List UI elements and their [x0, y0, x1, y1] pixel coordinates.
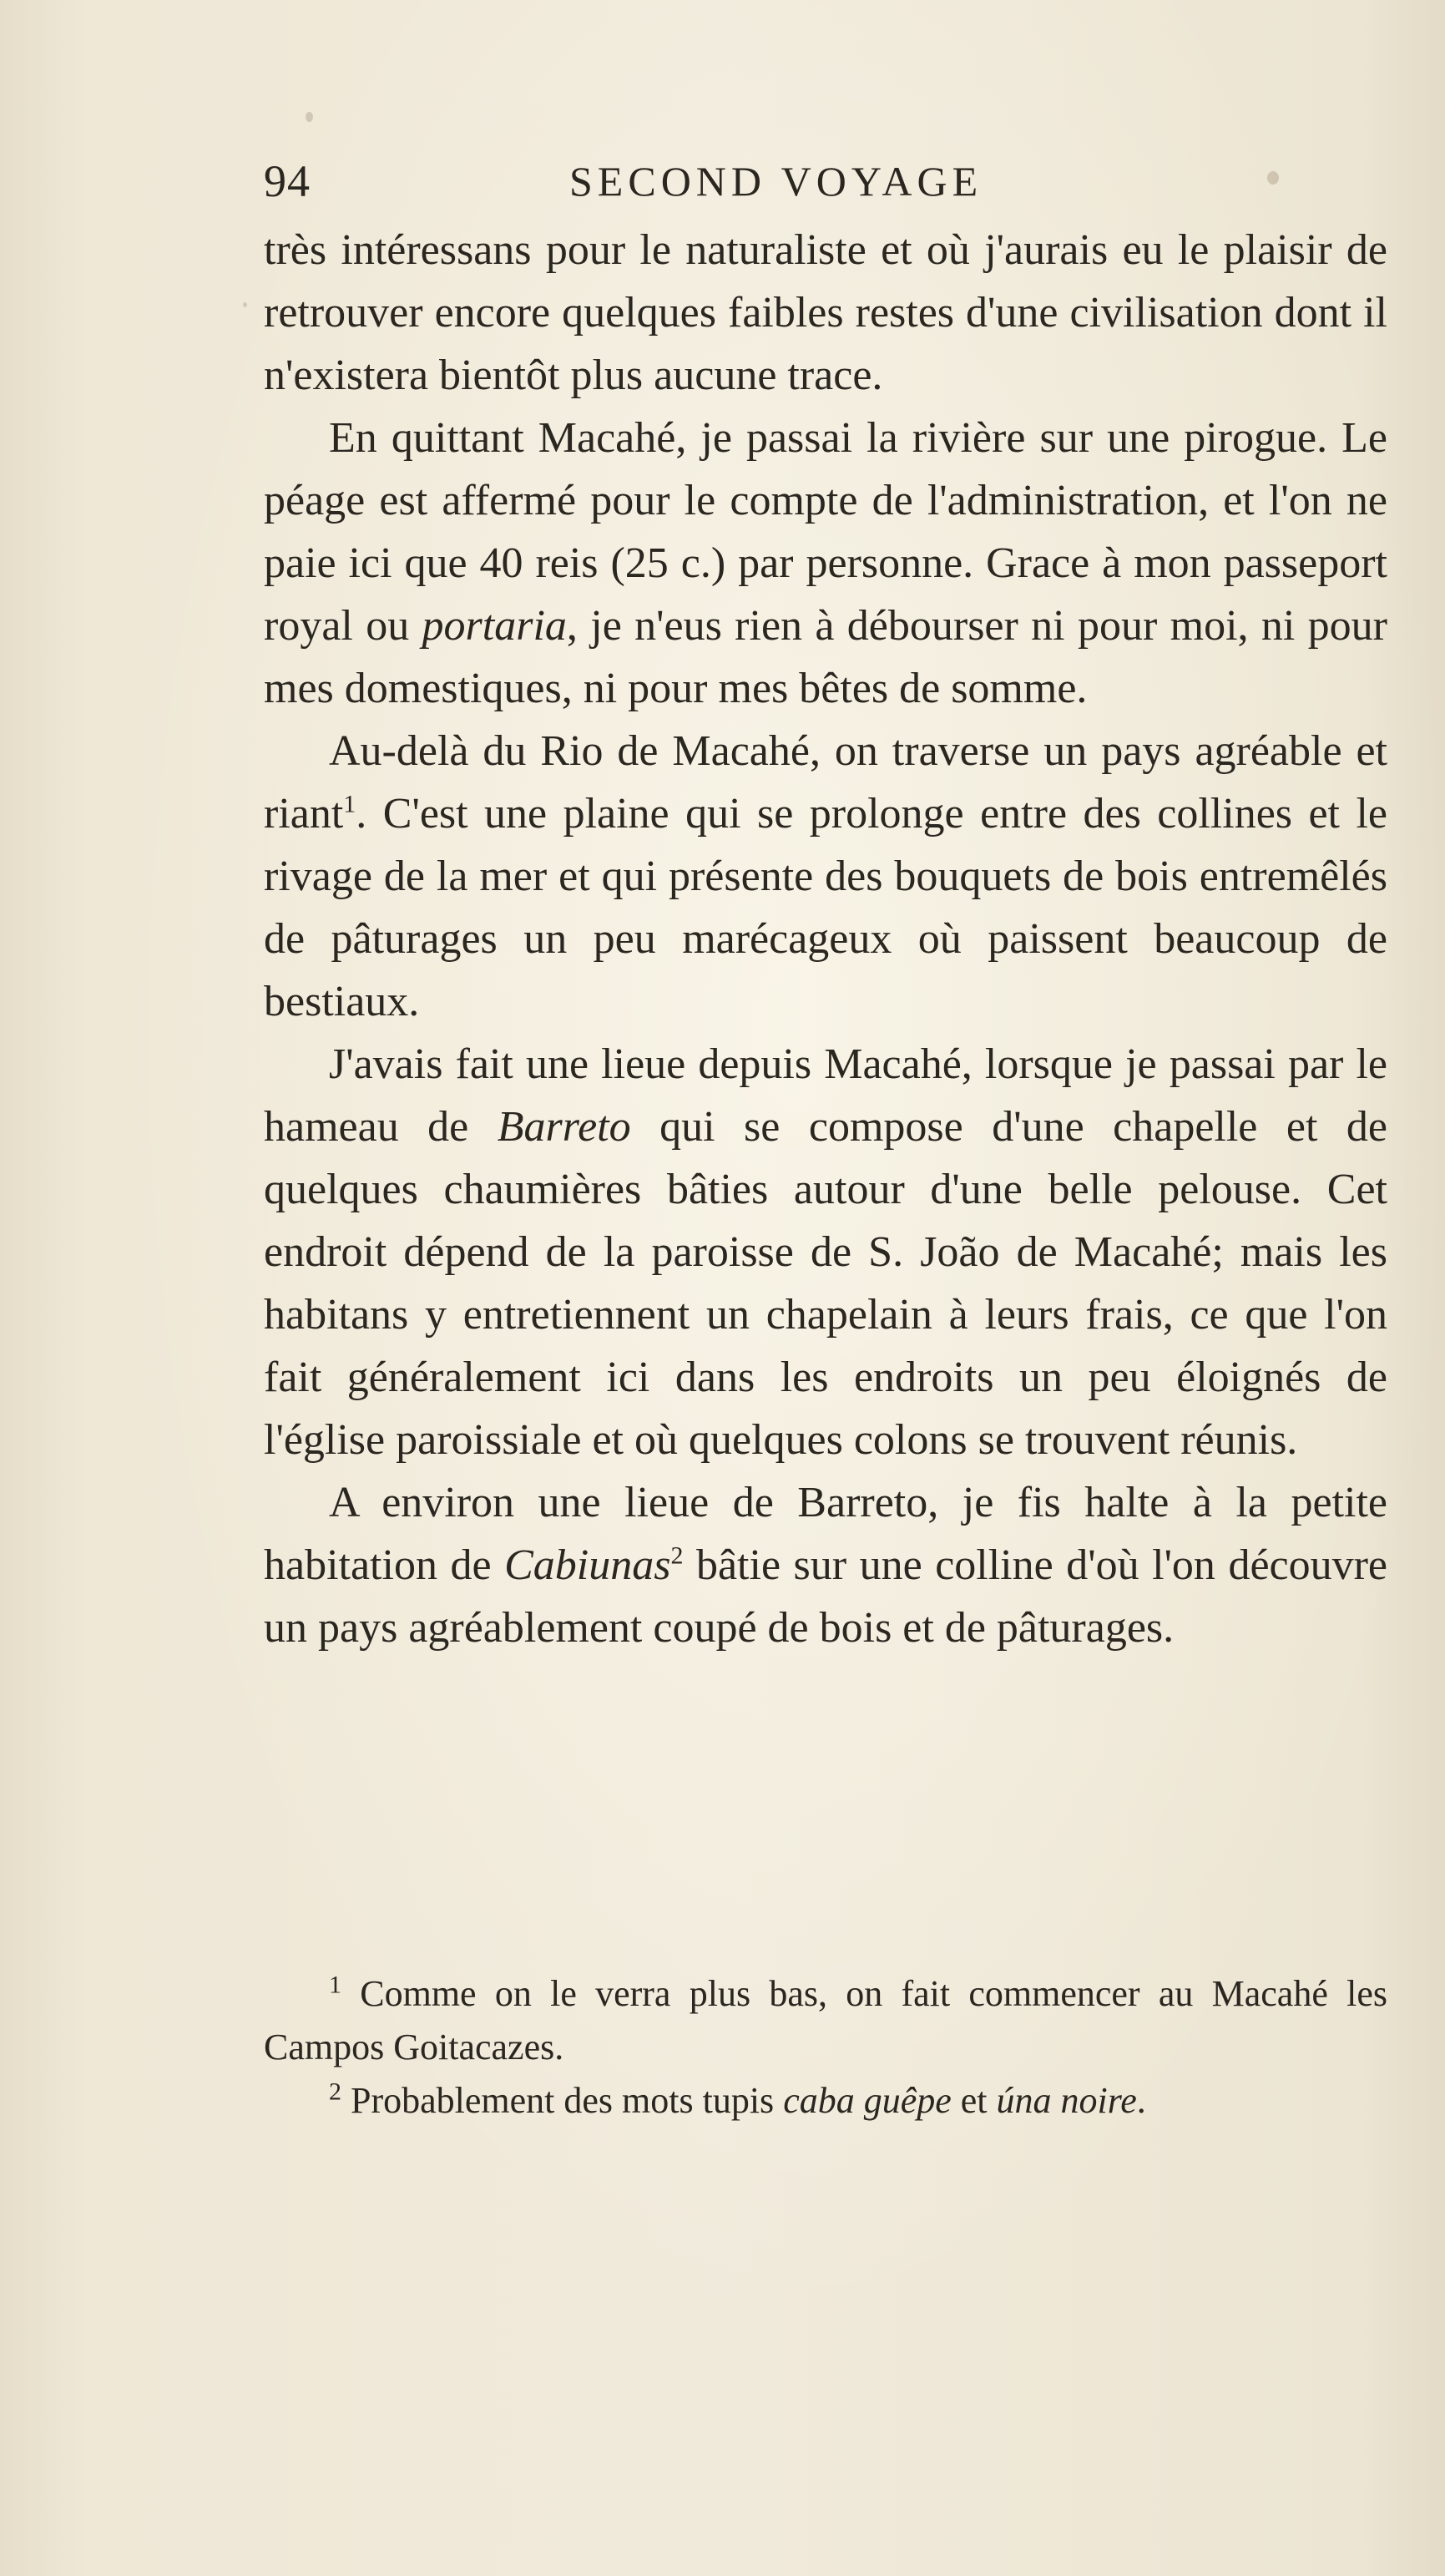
paragraph-2-text-b: , je n'eus rien à débourser ni pour moi, ni pour mes domestiques, ni pour mes bêtes de somme.	[264, 602, 1387, 712]
footnote-2-text-end: .	[1136, 2080, 1146, 2121]
footnote-ref-2: 2	[670, 1541, 684, 1570]
page-number: 94	[264, 156, 311, 206]
paragraph-2	[264, 407, 1387, 720]
italic-term-portaria: portaria	[422, 602, 567, 650]
paragraph-5	[264, 1471, 1387, 1659]
footnote-1-marker: 1	[329, 1971, 341, 1999]
footnote-2-text-mid: et	[951, 2080, 997, 2121]
page-header	[264, 152, 1387, 210]
italic-place-barreto: Barreto	[497, 1103, 631, 1151]
footnote-2-marker: 2	[329, 2078, 341, 2106]
paragraph-5-text-a: A environ une lieue de Barreto, je fis halte à la petite habitation de	[264, 1479, 1387, 1589]
footnote-1	[264, 1967, 1387, 2074]
footnote-2-italic-1: caba guêpe	[783, 2080, 952, 2121]
paragraph-3	[264, 720, 1387, 1033]
paragraph-4	[264, 1033, 1387, 1471]
footnote-2	[264, 2074, 1387, 2128]
running-title: SECOND VOYAGE	[569, 158, 983, 205]
paragraph-3-text-a: Au-delà du Rio de Macahé, on traverse un pays agréable et riant	[264, 727, 1387, 838]
paragraph-4-text-b: qui se compose d'une chapelle et de quelques chaumières bâties autour d'une belle pelouse. Cet endroit dépend de la paroisse de S. João de Macahé; mais les habitans y entretiennent un chapelain à leurs frais, ce que l'on fait généralement ici dans les endroits un peu éloignés de l'église paroissiale et où quelques colons se trouvent réunis.	[264, 1103, 1387, 1464]
main-text	[264, 219, 1387, 1659]
paper-speck	[306, 112, 313, 122]
paragraph-5-text-b: bâtie sur une colline d'où l'on découvre un pays agréablement coupé de bois et de pâturages.	[264, 1541, 1388, 1652]
footnotes	[264, 1967, 1387, 2128]
paragraph-4-text-a: J'avais fait une lieue depuis Macahé, lorsque je passai par le hameau de	[264, 1040, 1387, 1151]
italic-place-cabiunas: Cabiunas	[504, 1541, 671, 1589]
paragraph-1	[264, 219, 1387, 407]
paragraph-3-text-b: . C'est une plaine qui se prolonge entre des collines et le rivage de la mer et qui présente des bouquets de bois entremêlés de pâturages un peu marécageux où paissent beaucoup de bestiaux.	[264, 790, 1387, 1025]
paragraph-2-text-a: En quittant Macahé, je passai la rivière sur une pirogue. Le péage est affermé pour le compte de l'administration, et l'on ne paie ici que 40 reis (25 c.) par personne. Grace à mon passeport royal ou	[264, 414, 1387, 650]
paper-speck	[243, 302, 247, 307]
footnote-2-text-a: Probablement des mots tupis	[341, 2080, 784, 2121]
paragraph-1-text: très intéressans pour le naturaliste et où j'aurais eu le plaisir de retrouver encore quelques faibles restes d'une civilisation dont il n'existera bientôt plus aucune trace.	[264, 226, 1387, 399]
footnote-ref-1: 1	[343, 790, 356, 818]
footnote-1-text: Comme on le verra plus bas, on fait commencer au Macahé les Campos Goitacazes.	[264, 1973, 1387, 2067]
footnote-2-italic-2: úna noire	[996, 2080, 1137, 2121]
